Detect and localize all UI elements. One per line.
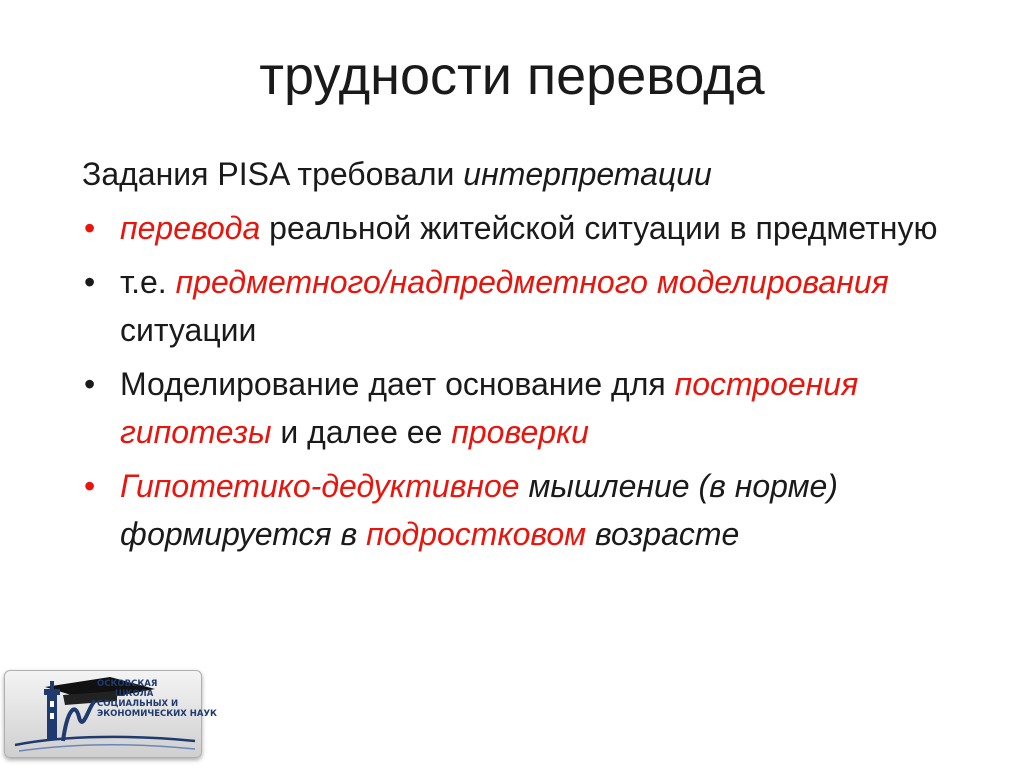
slide-title: трудности перевода	[259, 46, 765, 106]
school-logo	[4, 670, 218, 758]
bullet-emphasis: проверки	[451, 414, 589, 450]
bullet-item-translation	[82, 204, 962, 252]
bullet-text: Моделирование дает основание для	[120, 366, 675, 402]
bullet-text: возрасте	[586, 516, 740, 552]
bullet-emphasis: построения гипотезы	[120, 366, 859, 450]
bullet-item-deductive-thinking	[82, 462, 962, 558]
bullet-emphasis: перевода	[120, 210, 261, 246]
bullet-emphasis: Гипотетико-дедуктивное	[120, 468, 520, 504]
bullet-marker: •	[84, 264, 96, 300]
logo-text-line: ЭКОНОМИЧЕСКИХ НАУК	[97, 709, 218, 719]
slide-body	[82, 150, 962, 564]
bullet-text: ситуации	[120, 312, 257, 348]
bullet-list	[82, 204, 962, 558]
bullet-text: и далее ее	[271, 414, 452, 450]
intro-text: Задания PISA требовали	[82, 156, 464, 192]
bullet-marker: •	[84, 468, 96, 504]
bullet-emphasis: предметного/надпредметного моделирования	[175, 264, 889, 300]
bullet-text: реальной житейской ситуации в предметную	[260, 210, 938, 246]
bullet-text: мышление (в норме) формируется в	[120, 468, 838, 552]
logo-text-line: СОЦИАЛЬНЫХ И	[97, 699, 179, 709]
logo-text-line: ШКОЛА	[115, 689, 154, 699]
bullet-item-modeling	[82, 258, 962, 354]
school-logo-text	[97, 679, 217, 719]
bullet-text: т.е.	[120, 264, 176, 300]
bullet-emphasis: подростковом	[366, 516, 587, 552]
bullet-marker: •	[84, 366, 96, 402]
logo-text-line: ОСКОВСКАЯ	[97, 679, 158, 689]
intro-emphasis: интерпретации	[463, 156, 712, 192]
bullet-item-hypothesis	[82, 360, 962, 456]
bullet-marker: •	[84, 210, 96, 246]
intro-line	[82, 150, 962, 198]
